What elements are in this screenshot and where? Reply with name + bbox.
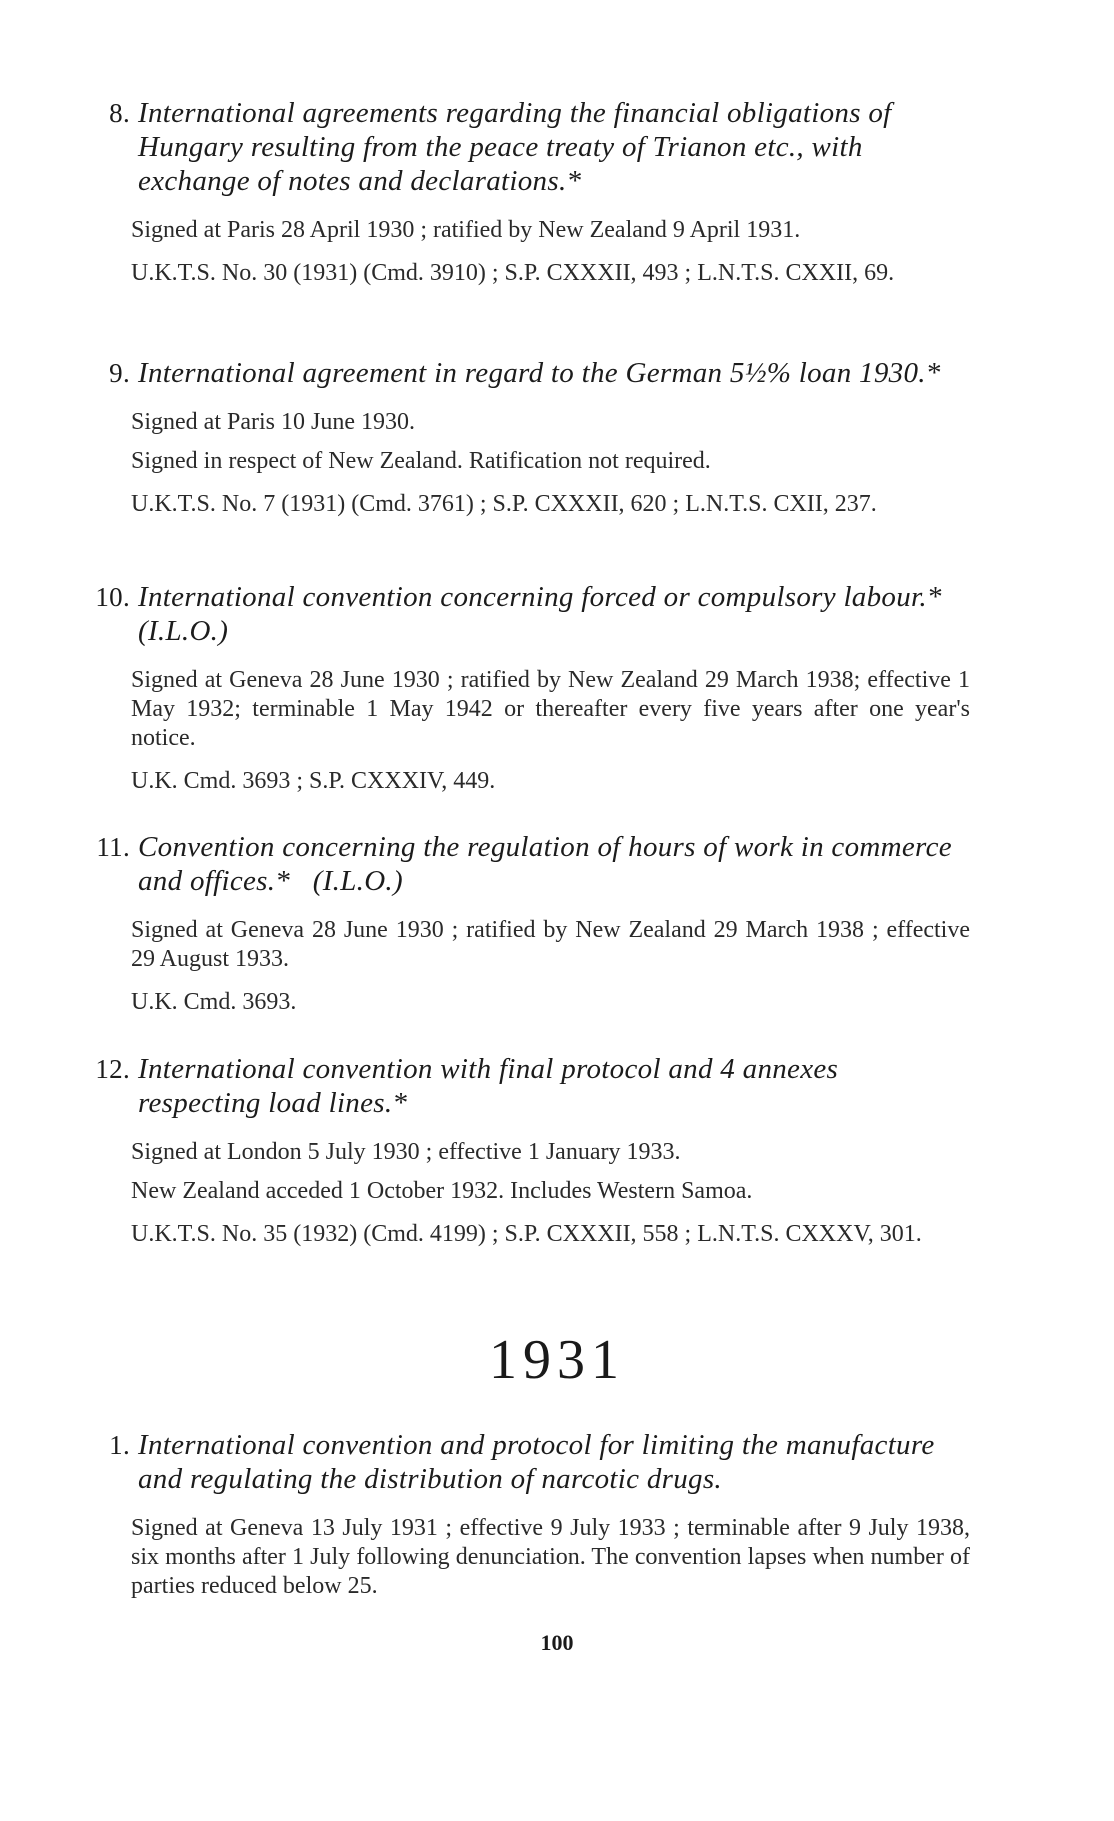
entry-body — [90, 1138, 970, 1249]
entry-paragraph: Signed at Geneva 28 June 1930 ; ratified by New Zealand 29 March 1938; effective 1 May 1932; terminable 1 May 1942 or thereafter every five years after one year's notice. — [131, 667, 970, 751]
entry-number: 12. — [95, 1054, 130, 1084]
entry-title-line: Hungary resulting from the peace treaty of Trianon etc., with — [138, 131, 863, 163]
entry-title-line: (I.L.O.) — [138, 615, 229, 647]
entry-title-line: respecting load lines.* — [138, 1087, 408, 1119]
entry-title-line: International agreements regarding the financial obligations of — [138, 97, 892, 129]
treaty-entry-1931-1 — [90, 1428, 970, 1601]
entry-paragraph: New Zealand acceded 1 October 1932. Includes Western Samoa. — [131, 1178, 753, 1204]
entry-paragraph: U.K. Cmd. 3693 ; S.P. CXXXIV, 449. — [131, 768, 496, 794]
treaty-entry-9 — [90, 356, 970, 519]
treaty-entry-11 — [90, 830, 970, 1017]
entry-heading — [90, 580, 970, 648]
entry-title-line: International agreement in regard to the German 5½% loan 1930.* — [138, 357, 941, 389]
entry-paragraph: U.K. Cmd. 3693. — [131, 989, 297, 1015]
entry-paragraph: Signed at London 5 July 1930 ; effective 1 January 1933. — [131, 1139, 681, 1165]
entry-paragraph: U.K.T.S. No. 7 (1931) (Cmd. 3761) ; S.P. CXXXII, 620 ; L.N.T.S. CXII, 237. — [131, 491, 877, 517]
year-heading: 1931 — [489, 1329, 625, 1391]
entry-title-line: Convention concerning the regulation of hours of work in commerce — [138, 831, 952, 863]
entry-title-line: International convention with final protocol and 4 annexes — [138, 1053, 839, 1085]
entry-paragraph: U.K.T.S. No. 30 (1931) (Cmd. 3910) ; S.P. CXXXII, 493 ; L.N.T.S. CXXII, 69. — [131, 260, 895, 286]
entry-body — [90, 216, 970, 288]
entry-heading — [90, 1428, 970, 1496]
treaty-entry-12 — [90, 1052, 970, 1249]
entry-title-line: and offices.* (I.L.O.) — [138, 865, 403, 897]
entry-number: 9. — [109, 358, 130, 388]
entry-body — [90, 916, 970, 1017]
entry-body — [90, 1514, 970, 1601]
entry-paragraph: Signed at Geneva 28 June 1930 ; ratified by New Zealand 29 March 1938 ; effective 29 August 1933. — [131, 917, 970, 972]
entry-paragraph: Signed at Paris 28 April 1930 ; ratified by New Zealand 9 April 1931. — [131, 217, 801, 243]
entry-paragraph: Signed at Geneva 13 July 1931 ; effective 9 July 1933 ; terminable after 9 July 1938, six months after 1 July following denunciation. The convention lapses when number of parties reduced below 25. — [131, 1515, 970, 1599]
entry-body — [90, 666, 970, 796]
entry-number: 1. — [109, 1430, 130, 1460]
entry-title-line: and regulating the distribution of narcotic drugs. — [138, 1463, 722, 1495]
entry-heading — [90, 356, 970, 390]
entry-heading — [90, 830, 970, 898]
entry-title-line: International convention and protocol for limiting the manufacture — [138, 1429, 935, 1461]
page-number: 100 — [540, 1630, 574, 1655]
entry-number: 10. — [95, 582, 130, 612]
entry-title-line: International convention concerning forced or compulsory labour.* — [138, 581, 942, 613]
entry-paragraph: U.K.T.S. No. 35 (1932) (Cmd. 4199) ; S.P. CXXXII, 558 ; L.N.T.S. CXXXV, 301. — [131, 1221, 922, 1247]
entry-number: 8. — [109, 98, 130, 128]
entry-body — [90, 408, 970, 519]
treaty-entry-8 — [90, 96, 970, 288]
entry-paragraph: Signed at Paris 10 June 1930. — [131, 409, 415, 435]
treaty-entry-10 — [90, 580, 970, 796]
entry-title-line: exchange of notes and declarations.* — [138, 165, 582, 197]
entry-heading — [90, 96, 970, 198]
entry-number: 11. — [96, 832, 130, 862]
entry-heading — [90, 1052, 970, 1120]
entry-paragraph: Signed in respect of New Zealand. Ratification not required. — [131, 448, 711, 474]
